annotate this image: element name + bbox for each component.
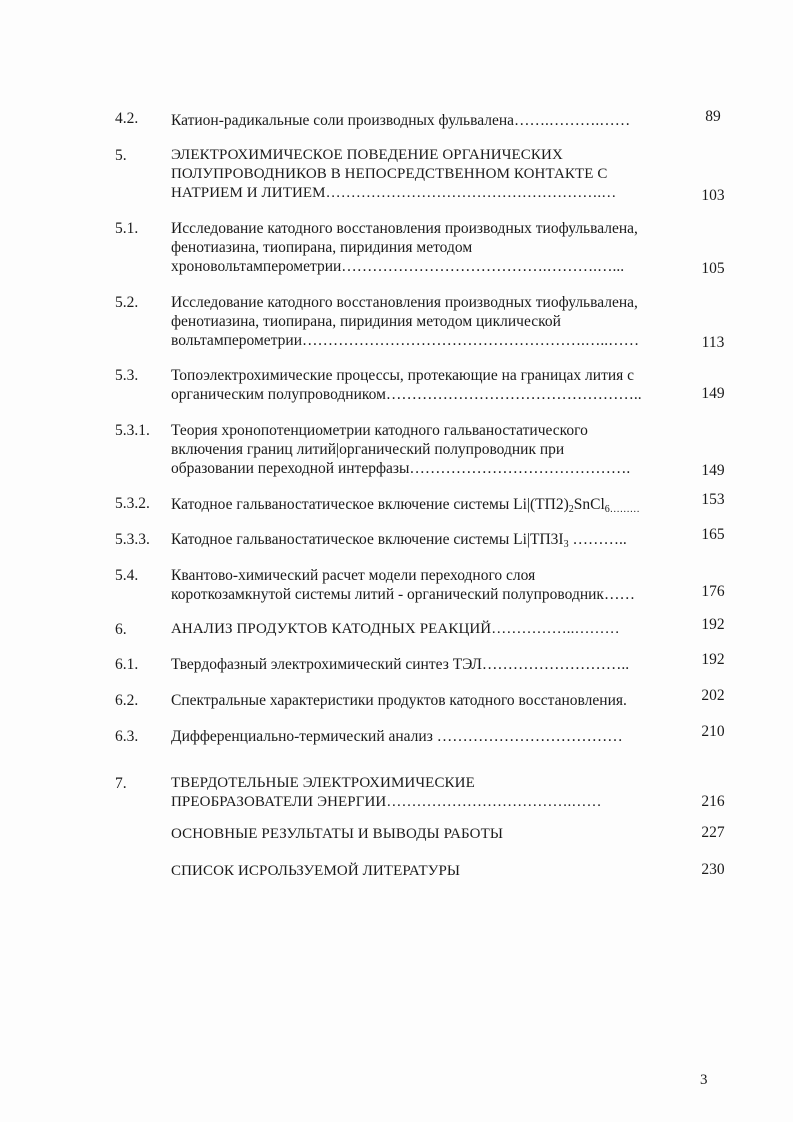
title-line: ОСНОВНЫЕ РЕЗУЛЬТАТЫ И ВЫВОДЫ РАБОТЫ — [171, 826, 504, 842]
title-line: Спектральные характеристики продуктов катодного восстановления. — [171, 692, 627, 709]
section-number: 5.2. — [115, 294, 139, 311]
title-line: фенотиазина, тиопирана, пиридиния методом циклической — [171, 313, 561, 330]
title-line: Исследование катодного восстановления производных тиофульвалена, — [171, 220, 638, 237]
page-ref: 192 — [701, 616, 725, 633]
title-line: ТВЕРДОТЕЛЬНЫЕ ЭЛЕКТРОХИМИЧЕСКИЕ — [171, 775, 475, 791]
title-text: SnCl — [573, 496, 605, 513]
title-line: Дифференциально-термический анализ ……………………………… — [171, 728, 623, 745]
page-ref: 89 — [705, 108, 721, 125]
title-line: образовании переходной интерфазы……………………………………. — [171, 460, 631, 477]
section-number: 5. — [115, 147, 127, 164]
section-title — [171, 655, 683, 674]
section-title — [171, 293, 683, 350]
title-line: фенотиазина, тиопирана, пиридиния методом — [171, 239, 473, 256]
page-ref: 149 — [701, 385, 725, 402]
page-ref: 202 — [701, 687, 725, 704]
title-text: Катодное гальваностатическое включение системы Li|ТП3I — [171, 531, 564, 548]
page-ref: 103 — [701, 187, 725, 204]
subscript: 2 — [568, 504, 574, 515]
section-number: 6.2. — [115, 692, 139, 709]
title-line: АНАЛИЗ ПРОДУКТОВ КАТОДНЫХ РЕАКЦИЙ……………..……… — [171, 621, 620, 637]
section-number: 7. — [115, 775, 127, 792]
title-line: вольтамперометрии……………………………………………….…..…… — [171, 332, 640, 349]
section-title — [171, 566, 683, 604]
title-text: ……….. — [568, 531, 627, 548]
title-line: органическим полупроводником………………………………………….. — [171, 386, 642, 403]
title-line: Исследование катодного восстановления производных тиофульвалена, — [171, 294, 638, 311]
section-title — [171, 530, 683, 549]
section-number: 6.3. — [115, 728, 139, 745]
title-line: хроновольтамперометрии………………………………….……….…... — [171, 258, 625, 275]
title-line: СПИСОК ИСРОЛЬЗУЕМОЙ ЛИТЕРАТУРЫ — [171, 863, 461, 879]
section-title — [171, 495, 683, 514]
title-line — [171, 530, 683, 549]
section-title — [171, 727, 683, 746]
title-text: Катодное гальваностатическое включение системы Li|(ТП2) — [171, 496, 569, 513]
page-ref: 176 — [701, 583, 725, 600]
section-number: 4.2. — [115, 110, 139, 127]
section-number: 6.1. — [115, 656, 139, 673]
title-line: ПРЕОБРАЗОВАТЕЛИ ЭНЕРГИИ……………………………….…… — [171, 794, 602, 810]
section-number: 5.3. — [115, 367, 139, 384]
title-line: короткозамкнутой системы литий - органический полупроводник…… — [171, 586, 635, 603]
title-line: Катион-радикальные соли производных фульвалена…….……….…… — [171, 112, 631, 129]
section-number: 5.3.1. — [115, 422, 150, 439]
section-title — [171, 620, 683, 639]
section-number: 5.4. — [115, 567, 139, 584]
page-ref: 153 — [701, 491, 725, 508]
page-number: 3 — [700, 1072, 708, 1088]
title-line: Квантово-химический расчет модели переходного слоя — [171, 567, 536, 584]
section-number: 5.3.2. — [115, 495, 150, 512]
section-title — [171, 146, 683, 203]
section-number: 6. — [115, 621, 127, 638]
title-line: Твердофазный электрохимический синтез ТЭЛ……………………….. — [171, 656, 630, 673]
page-ref: 216 — [701, 793, 725, 810]
section-number: 5.1. — [115, 220, 139, 237]
page-ref: 105 — [701, 260, 725, 277]
title-line: Топоэлектрохимические процессы, протекающие на границах лития с — [171, 367, 635, 384]
page-ref: 227 — [701, 824, 725, 841]
page-ref: 113 — [701, 334, 725, 351]
title-line — [171, 495, 683, 514]
title-line: НАТРИЕМ И ЛИТИЕМ……………………………………………….… — [171, 185, 617, 201]
section-title — [171, 825, 683, 844]
page-ref: 192 — [701, 651, 725, 668]
section-title — [171, 366, 683, 404]
section-title — [171, 862, 683, 881]
page-ref: 210 — [701, 723, 725, 740]
title-line: ПОЛУПРОВОДНИКОВ В НЕПОСРЕДСТВЕННОМ КОНТАКТЕ С — [171, 166, 608, 182]
subscript: 3 — [563, 539, 569, 550]
section-number: 5.3.3. — [115, 531, 150, 548]
section-title — [171, 421, 683, 478]
section-title — [171, 111, 683, 130]
section-title — [171, 774, 683, 812]
title-line: Теория хронопотенциометрии катодного гальваностатического — [171, 422, 588, 439]
page-ref: 165 — [701, 526, 725, 543]
title-line: ЭЛЕКТРОХИМИЧЕСКОЕ ПОВЕДЕНИЕ ОРГАНИЧЕСКИХ — [171, 147, 563, 163]
subscript: 6……… — [604, 504, 640, 515]
page-ref: 230 — [701, 861, 725, 878]
section-title — [171, 219, 683, 276]
title-line: включения границ литий|органический полупроводник при — [171, 441, 565, 458]
page-ref: 149 — [701, 462, 725, 479]
section-title — [171, 691, 683, 710]
